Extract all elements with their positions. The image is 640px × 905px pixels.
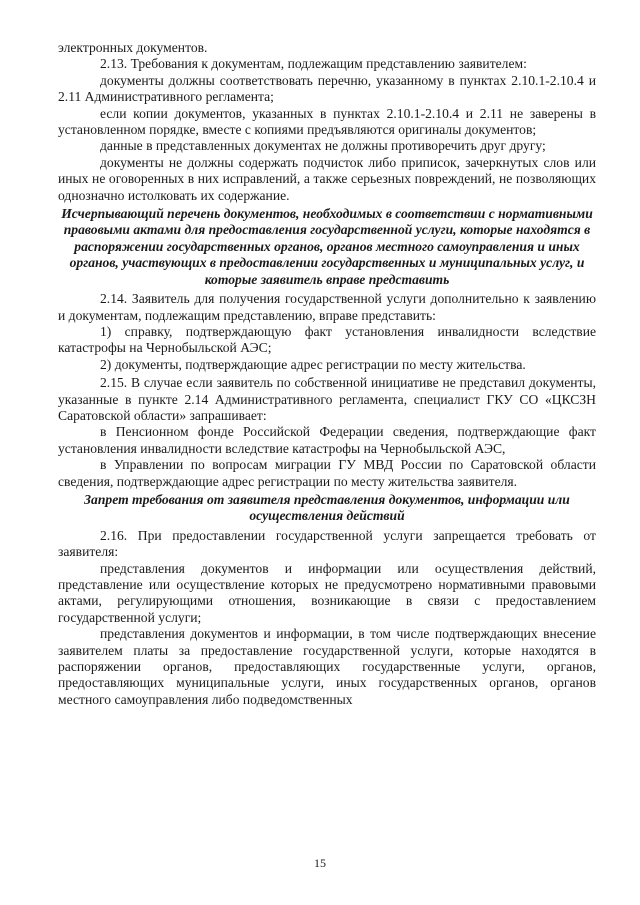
paragraph: 1) справку, подтверждающую факт установления инвалидности вследствие катастрофы на Чернобыльской АЭС;	[58, 323, 596, 356]
paragraph: 2.16. При предоставлении государственной услуги запрещается требовать от заявителя:	[58, 527, 596, 560]
paragraph: представления документов и информации или осуществления действий, представление или осуществление которых не предусмотрено нормативными правовыми актами, регулирующими отношения, возникающие в связи с предоставлением государственной услуги;	[58, 560, 596, 625]
paragraph: в Пенсионном фонде Российской Федерации сведения, подтверждающие факт установления инвалидности вследствие катастрофы на Чернобыльской АЭС,	[58, 424, 596, 456]
page-number: 15	[314, 856, 326, 870]
paragraph: 2) документы, подтверждающие адрес регистрации по месту жительства.	[100, 356, 526, 372]
paragraph: документы должны соответствовать перечню, указанному в пунктах 2.10.1-2.10.4 и 2.11 Административного регламента;	[58, 72, 596, 105]
section-heading: Запрет требования от заявителя представления документов, информации или осуществления действий	[84, 491, 570, 524]
paragraph: 2.14. Заявитель для получения государственной услуги дополнительно к заявлению и документам, подлежащим представлению, вправе представить:	[58, 291, 596, 323]
paragraph: представления документов и информации, в том числе подтверждающих внесение заявителем платы за предоставление государственной услуги, которые находятся в распоряжении органов, предоставляющих государственные услуги, органов, предоставляющих муниципальные услуги, иных государственных органов, органов местного самоуправления либо подведомственных	[58, 626, 596, 707]
section-heading: Исчерпывающий перечень документов, необходимых в соответствии с нормативными правовыми актами для предоставления государственной услуги, которые находятся в распоряжении государственных органов, органов местного самоуправления и иных органов, участвующих в предоставлении государственных и муниципальных услуг, и которые заявитель вправе представить	[61, 206, 593, 287]
paragraph: 2.13. Требования к документам, подлежащим представлению заявителем:	[100, 56, 527, 72]
paragraph: документы не должны содержать подчисток либо приписок, зачеркнутых слов или иных не оговоренных в них исправлений, а также серьезных повреждений, не позволяющих однозначно истолковать их содержание.	[58, 154, 596, 203]
paragraph: электронных документов.	[58, 40, 208, 55]
paragraph: в Управлении по вопросам миграции ГУ МВД России по Саратовской области сведения, подтверждающие адрес регистрации по месту жительства заявителя.	[58, 457, 596, 489]
paragraph: данные в представленных документах не должны противоречить друг другу;	[100, 138, 546, 154]
paragraph: если копии документов, указанных в пунктах 2.10.1-2.10.4 и 2.11 не заверены в установленном порядке, вместе с копиями предъявляются оригиналы документов;	[58, 105, 596, 138]
paragraph: 2.15. В случае если заявитель по собственной инициативе не представил документы, указанные в пункте 2.14 Административного регламента, специалист ГКУ СО «ЦКСЗН Саратовской области» запрашивает:	[58, 375, 596, 423]
